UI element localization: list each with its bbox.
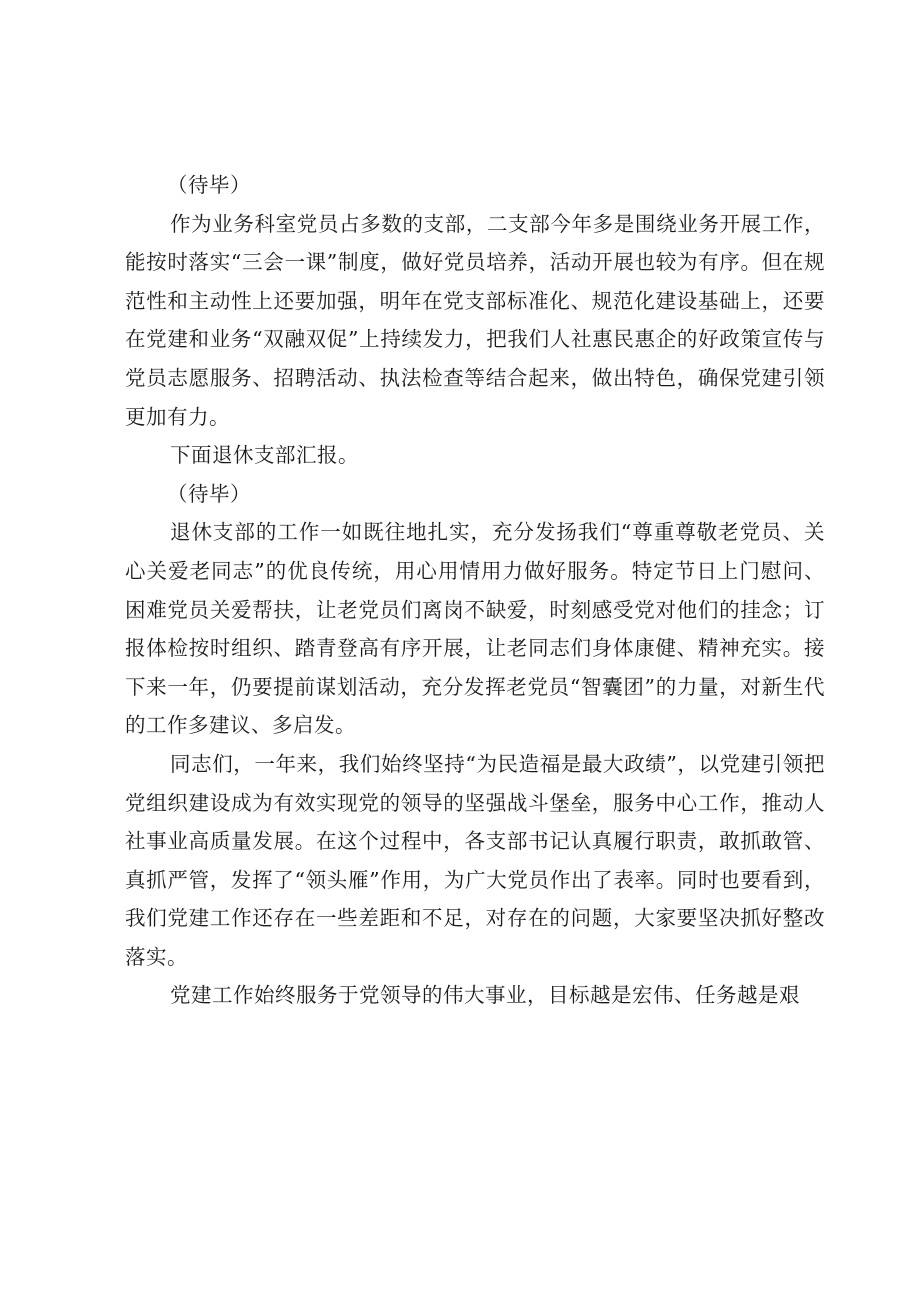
document-body [125, 166, 825, 1015]
pause-note: （待毕） [167, 481, 251, 506]
paragraph-retired-branch-intro: 下面退休支部汇报。 [170, 443, 359, 468]
paragraph-retired-branch-review: 退休支部的工作一如既往地扎实，充分发扬我们“尊重尊敬老党员、关心关爱老同志”的优良传统，用心用情用力做好服务。特定节日上门慰问、困难党员关爱帮扶，让老党员们离岗不缺爱，时刻感受党对他们的挂念；订报体检按时组织、踏青登高有序开展，让老同志们身体康健、精神充实。接下来一年，仍要提前谋划活动，充分发挥老党员“智囊团”的力量，对新生代的工作多建议、多启发。 [125, 520, 825, 738]
paragraph-branch-two-review: 作为业务科室党员占多数的支部，二支部今年多是围绕业务开展工作，能按时落实“三会一课”制度，做好党员培养，活动开展也较为有序。但在规范性和主动性上还要加强，明年在党支部标准化、规范化建设基础上，还要在党建和业务“双融双促”上持续发力，把我们人社惠民惠企的好政策宣传与党员志愿服务、招聘活动、执法检查等结合起来，做出特色，确保党建引领更加有力。 [125, 211, 825, 429]
paragraph-party-building-outlook: 党建工作始终服务于党领导的伟大事业，目标越是宏伟、任务越是艰 [170, 983, 800, 1008]
paragraph-annual-summary: 同志们，一年来，我们始终坚持“为民造福是最大政绩”，以党建引领把党组织建设成为有效实现党的领导的坚强战斗堡垒，服务中心工作，推动人社事业高质量发展。在这个过程中，各支部书记认真履行职责，敢抓敢管、真抓严管，发挥了“领头雁”作用，为广大党员作出了表率。同时也要看到，我们党建工作还存在一些差距和不足，对存在的问题，大家要坚决抓好整改落实。 [125, 751, 825, 969]
pause-note: （待毕） [167, 173, 251, 197]
